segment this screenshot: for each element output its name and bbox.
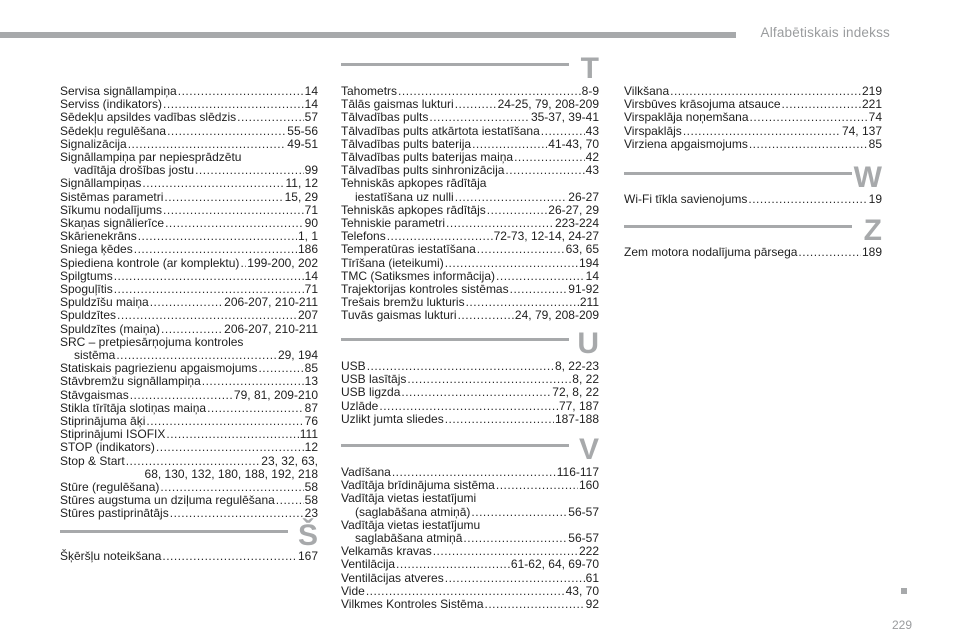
entry-term: SRC – pretpiesārņojuma kontroles	[60, 334, 244, 349]
entry-page-ref[interactable]: 8-9	[581, 84, 599, 98]
index-entry-line	[341, 257, 599, 270]
entry-term: Uzlāde	[341, 398, 379, 413]
entry-term: Tālvadības pults sinhronizācija	[341, 163, 505, 178]
index-entry	[624, 193, 882, 206]
section-letter-s-caron: Š	[297, 519, 318, 552]
entry-term: Tālvadības pults baterijas maiņa	[341, 150, 514, 164]
entry-term-continued: vadītāja drošības jostu	[74, 163, 195, 178]
entry-term: Wi-Fi tīkla savienojums	[624, 192, 748, 206]
leader-dots	[487, 204, 548, 217]
index-entry	[341, 309, 599, 322]
index-entry-line	[341, 177, 599, 190]
entry-term: Zem motora nodalījuma pārsega	[624, 245, 798, 259]
index-entry	[60, 389, 318, 402]
index-entry	[624, 111, 882, 124]
section-letter-w: W	[853, 161, 882, 194]
index-entry	[341, 243, 599, 256]
entry-page-ref[interactable]: 116-117	[556, 465, 599, 479]
index-entry-line	[60, 455, 318, 468]
leader-dots	[455, 98, 497, 111]
leader-dots	[510, 283, 568, 296]
entry-term: Stāvbremžu signāllampiņa	[60, 374, 201, 389]
leader-dots	[407, 373, 571, 386]
leader-dots	[401, 386, 551, 399]
section-divider-bar	[341, 444, 569, 447]
entry-page-ref[interactable]: 206-207, 210-211	[224, 321, 318, 336]
index-entry	[60, 375, 318, 388]
section-divider-bar	[624, 172, 852, 175]
section-divider-bar	[341, 338, 569, 341]
entry-page-ref[interactable]: 219	[861, 84, 882, 98]
entry-page-ref[interactable]: 13	[304, 374, 318, 389]
entry-page-ref[interactable]: 90	[304, 216, 318, 230]
index-entry-line	[60, 323, 318, 336]
leader-dots	[445, 257, 578, 270]
entry-term: Spilgtums	[60, 268, 113, 283]
entry-term: Signāllampiņas	[60, 176, 142, 191]
entry-term: Statiskais pagriezienu apgaismojums	[60, 361, 258, 376]
entry-term-continued: (saglabāšana atmiņā)	[355, 504, 471, 519]
leader-dots	[429, 111, 530, 124]
index-entry-line	[341, 492, 599, 505]
index-entry	[60, 191, 318, 204]
index-entry-line	[60, 125, 318, 138]
entry-term: Spiediena kontrole (ar komplektu)	[60, 255, 240, 270]
index-entry	[341, 125, 599, 138]
entry-term: Virziena apgaismojums	[624, 136, 748, 151]
entry-term: Spuldzītes (maiņa)	[60, 321, 161, 336]
entry-term: Tehniskie parametri	[341, 216, 446, 230]
entry-page-ref[interactable]: 79, 81, 209-210	[233, 387, 318, 402]
entry-page-ref[interactable]: 194	[578, 255, 599, 270]
entry-term: Tīrīšana (ieteikumi)	[341, 255, 444, 270]
entry-page-ref[interactable]: 58	[304, 480, 318, 494]
index-entry	[60, 257, 318, 270]
index-entry	[341, 386, 599, 399]
entry-term: Trešais bremžu lukturis	[341, 295, 465, 310]
entry-page-ref[interactable]: 26-27, 29	[548, 202, 599, 217]
entry-term: Vadītāja vietas iestatījumi	[341, 491, 477, 506]
entry-term: Vadīšana	[341, 465, 391, 479]
entry-term: Sēdekļu apsildes vadības slēdzis	[60, 110, 237, 125]
index-entry	[60, 455, 318, 481]
leader-dots	[240, 257, 246, 270]
entry-page-ref[interactable]: 71	[304, 202, 318, 217]
entry-term: Stāvgaismas	[60, 387, 129, 402]
entry-term: Virsbūves krāsojuma atsauce	[624, 97, 781, 112]
leader-dots	[496, 479, 578, 492]
entry-page-ref[interactable]: 19	[868, 192, 882, 206]
section-divider-bar	[60, 530, 288, 533]
entry-term: Vadītāja brīdinājuma sistēma	[341, 478, 495, 493]
index-entry-line	[60, 257, 318, 270]
entry-term: Tālvadības pults atkārtota iestatīšana	[341, 123, 540, 138]
index-entry-line	[624, 246, 882, 259]
index-entry-line	[60, 243, 318, 256]
entry-term: USB	[341, 359, 366, 373]
leader-dots	[463, 532, 567, 545]
index-entry-line	[624, 138, 882, 151]
index-entry-line	[341, 111, 599, 124]
index-entry	[60, 550, 318, 563]
index-entry	[624, 138, 882, 151]
leader-dots	[164, 191, 283, 204]
index-entry	[341, 400, 599, 413]
index-entry-line	[341, 598, 599, 611]
entry-term: Stiprinājuma āķi	[60, 414, 146, 428]
index-entry	[624, 125, 882, 138]
entry-page-ref[interactable]: 24-25, 79, 208-209	[497, 97, 599, 112]
section-letter-u: U	[577, 327, 599, 360]
entry-term: Stop & Start	[60, 453, 125, 468]
entry-term: Stūres pastiprinātājs	[60, 506, 169, 521]
entry-page-ref[interactable]: 187-188	[554, 411, 599, 426]
leader-dots	[138, 230, 297, 243]
leader-dots	[134, 243, 297, 256]
index-entry-line	[341, 243, 599, 256]
leader-dots	[166, 428, 298, 441]
entry-page-ref[interactable]: 61	[585, 570, 599, 585]
entry-term: STOP (indikators)	[60, 440, 155, 455]
leader-dots	[117, 309, 297, 322]
entry-page-ref[interactable]: 14	[304, 268, 318, 283]
entry-term: Sīkumu nodalījums	[60, 202, 163, 217]
leader-dots	[782, 98, 861, 111]
index-entry-line	[60, 111, 318, 124]
entry-page-ref[interactable]: 206-207, 210-211	[224, 295, 318, 310]
entry-page-ref[interactable]: 57	[304, 110, 318, 125]
leader-dots	[750, 111, 868, 124]
index-entry-line	[341, 400, 599, 413]
leader-dots	[114, 270, 304, 283]
section-letter-v: V	[578, 433, 599, 466]
entry-page-ref[interactable]: 211	[579, 295, 599, 310]
leader-dots	[146, 415, 303, 428]
entry-term: Signāllampiņa par nepiesprādzētu	[60, 150, 242, 164]
entry-page-ref[interactable]: 76	[304, 414, 318, 428]
entry-term: Uzlikt jumta sliedes	[341, 411, 444, 426]
entry-term: Stūre (regulēšana)	[60, 480, 160, 494]
entry-page-ref[interactable]: 167	[297, 549, 318, 563]
leader-dots	[165, 217, 304, 230]
index-entry-line	[341, 386, 599, 399]
leader-dots	[514, 151, 585, 164]
entry-term: Stikla tīrītāja slotiņas maiņa	[60, 400, 207, 415]
entry-page-ref[interactable]: 186	[297, 242, 318, 257]
entry-page-ref[interactable]: 14	[304, 84, 318, 98]
entry-term-continued: saglabāšana atmiņā	[355, 531, 463, 545]
leader-dots	[445, 572, 585, 585]
entry-term: Skārienekrāns	[60, 229, 137, 244]
entry-page-ref[interactable]: 42	[585, 150, 599, 164]
entry-page-ref[interactable]: 56-57	[568, 504, 599, 519]
leader-dots	[683, 125, 841, 138]
entry-page-ref[interactable]: 29, 194	[277, 348, 318, 362]
entry-term-continued: iestatīšana uz nulli	[355, 189, 454, 204]
entry-page-ref[interactable]: 91-92	[568, 282, 599, 296]
entry-page-ref[interactable]: 23, 32, 63,	[261, 453, 318, 468]
entry-page-ref[interactable]: 26-27	[568, 189, 599, 204]
index-entry	[341, 177, 599, 203]
page-section-title: Alfabētiskais indekss	[760, 25, 890, 40]
leader-dots	[167, 125, 286, 138]
index-entry	[60, 151, 318, 177]
index-entry-line	[60, 389, 318, 402]
entry-page-ref[interactable]: 63, 65	[565, 242, 599, 257]
leader-dots	[798, 246, 861, 259]
index-entry	[341, 572, 599, 585]
index-entry	[341, 413, 599, 426]
leader-dots	[163, 204, 304, 217]
leader-dots	[276, 494, 304, 507]
index-entry	[60, 125, 318, 138]
index-entry	[60, 336, 318, 362]
leader-dots	[207, 402, 304, 415]
entry-term: TMC (Satiksmes informācija)	[341, 268, 496, 283]
entry-term: Sistēmas parametri	[60, 189, 164, 204]
entry-term: Tālvadības pults baterija	[341, 136, 472, 151]
leader-dots	[445, 413, 554, 426]
page-marker-square	[901, 588, 907, 594]
entry-page-ref[interactable]: 8, 22-23	[554, 359, 599, 373]
index-entry-line	[60, 550, 318, 563]
entry-page-ref[interactable]: 74, 137	[841, 123, 882, 138]
entry-page-ref[interactable]: 92	[585, 597, 599, 611]
leader-dots	[748, 193, 867, 206]
entry-term: Telefons	[341, 229, 386, 244]
index-entry-line	[60, 177, 318, 190]
entry-page-ref[interactable]: 71	[304, 282, 318, 296]
entry-page-ref[interactable]: 77, 187	[558, 398, 599, 413]
entry-page-ref[interactable]: 24, 79, 208-209	[514, 308, 599, 323]
entry-page-ref[interactable]: 222	[578, 544, 599, 559]
entry-page-ref[interactable]: 223-224	[554, 216, 599, 230]
entry-term: Temperatūras iestatīšana	[341, 242, 476, 257]
entry-term-continued: sistēma	[74, 348, 116, 362]
leader-dots	[455, 191, 568, 204]
index-entry	[60, 177, 318, 190]
index-entry-line	[60, 507, 318, 520]
leader-dots	[161, 323, 223, 336]
entry-page-ref[interactable]: 199-200, 202	[247, 255, 318, 270]
leader-dots	[541, 125, 585, 138]
index-entry	[341, 558, 599, 571]
entry-term: USB lasītājs	[341, 372, 407, 387]
index-entry	[60, 441, 318, 454]
leader-dots	[485, 598, 585, 611]
entry-term: Virspaklājs	[624, 123, 682, 138]
entry-page-ref[interactable]: 58	[304, 493, 318, 508]
index-entry	[624, 246, 882, 259]
entry-term: Stiprinājumi ISOFIX	[60, 427, 166, 442]
leader-dots	[237, 111, 304, 124]
entry-page-ref[interactable]: 56-57	[568, 531, 599, 545]
index-entry-line	[60, 309, 318, 322]
entry-term: Trajektorijas kontroles sistēmas	[341, 282, 509, 296]
page-number: 229	[891, 618, 912, 632]
entry-term: Servisa signāllampiņa	[60, 84, 177, 98]
entry-page-ref[interactable]: 15, 29	[284, 189, 318, 204]
entry-page-ref-continued[interactable]: 68, 130, 132, 180, 188, 192, 218	[144, 466, 318, 481]
section-divider-bar	[624, 225, 852, 228]
section-letter-t: T	[580, 52, 599, 85]
entry-page-ref[interactable]: 74	[868, 110, 882, 125]
index-entry-line	[341, 191, 599, 204]
entry-page-ref[interactable]: 11, 12	[285, 176, 318, 191]
entry-page-ref[interactable]: 111	[299, 427, 318, 442]
entry-page-ref[interactable]: 23	[304, 506, 318, 521]
entry-page-ref[interactable]: 160	[578, 478, 599, 493]
entry-term: Tehniskās apkopes rādītājs	[341, 202, 486, 217]
entry-page-ref[interactable]: 14	[585, 268, 599, 283]
index-entry	[60, 243, 318, 256]
index-entry	[341, 111, 599, 124]
index-entry	[60, 323, 318, 336]
entry-term: Tālās gaismas lukturi	[341, 97, 454, 112]
entry-term: Vide	[341, 583, 365, 598]
entry-term: Spuldzīšu maiņa	[60, 295, 149, 310]
index-entry-line	[341, 506, 599, 519]
entry-page-ref[interactable]: 1, 1	[297, 229, 318, 244]
entry-term: Šķēršļu noteikšana	[60, 549, 162, 563]
entry-page-ref[interactable]: 85	[868, 136, 882, 151]
entry-term: Vilkšana	[624, 84, 670, 98]
leader-dots	[178, 85, 304, 98]
leader-dots	[477, 243, 565, 256]
entry-term: Tālvadības pults	[341, 110, 429, 125]
entry-term: Spoguļītis	[60, 282, 113, 296]
index-entry	[341, 519, 599, 545]
entry-term: Ventilācijas atveres	[341, 570, 444, 585]
index-entry-line	[60, 375, 318, 388]
leader-dots	[162, 550, 297, 563]
entry-page-ref[interactable]: 35-37, 39-41	[530, 110, 599, 125]
leader-dots	[505, 164, 584, 177]
entry-page-ref[interactable]: 43	[585, 163, 599, 178]
leader-dots	[471, 506, 567, 519]
entry-term: Serviss (indikators)	[60, 97, 163, 112]
index-entry-line	[624, 125, 882, 138]
entry-term: Tuvās gaismas lukturi	[341, 308, 457, 323]
entry-page-ref[interactable]: 14	[304, 97, 318, 112]
index-entry	[341, 492, 599, 518]
leader-dots	[170, 507, 304, 520]
leader-dots	[749, 138, 868, 151]
entry-page-ref[interactable]: 55-56	[287, 123, 318, 138]
entry-page-ref[interactable]: 12	[304, 440, 318, 455]
entry-term: USB ligzda	[341, 385, 401, 400]
leader-dots	[156, 441, 304, 454]
entry-term: Tahometrs	[341, 84, 398, 98]
index-entry	[341, 257, 599, 270]
entry-page-ref[interactable]: 8, 22	[572, 372, 599, 387]
section-divider-bar	[341, 63, 569, 66]
leader-dots	[458, 309, 514, 322]
leader-dots	[202, 375, 304, 388]
entry-page-ref[interactable]: 207	[297, 308, 318, 323]
section-letter-z: Z	[863, 214, 882, 247]
entry-term: Sniega ķēdes	[60, 242, 133, 257]
entry-term: Spuldzītes	[60, 308, 117, 323]
index-entry-line	[341, 558, 599, 571]
entry-page-ref[interactable]: 49-51	[287, 136, 318, 151]
index-entry-line	[60, 441, 318, 454]
entry-term: Vilkmes Kontroles Sistēma	[341, 597, 484, 611]
entry-term: Skaņas signālierīce	[60, 216, 165, 230]
entry-term: Stūres augstuma un dziļuma regulēšana	[60, 493, 275, 508]
entry-page-ref[interactable]: 41-43, 70	[548, 136, 599, 151]
index-entry-line	[341, 309, 599, 322]
leader-dots	[379, 400, 558, 413]
index-entry-line	[341, 125, 599, 138]
entry-page-ref[interactable]: 85	[304, 361, 318, 376]
index-entry-line	[341, 413, 599, 426]
index-entry-line	[60, 191, 318, 204]
index-entry	[341, 598, 599, 611]
entry-page-ref[interactable]: 72-73, 12-14, 24-27	[493, 229, 599, 244]
leader-dots	[396, 558, 510, 571]
entry-page-ref[interactable]: 61-62, 64, 69-70	[510, 557, 599, 572]
entry-page-ref[interactable]: 189	[861, 245, 882, 259]
entry-page-ref[interactable]: 43	[585, 123, 599, 138]
leader-dots	[126, 455, 261, 468]
entry-term: Tehniskās apkopes rādītāja	[341, 176, 487, 191]
entry-page-ref[interactable]: 43, 70	[565, 583, 599, 598]
index-entry-line	[624, 193, 882, 206]
entry-term: Vadītāja vietas iestatījumu	[341, 517, 481, 532]
entry-page-ref[interactable]: 99	[304, 163, 318, 178]
header-bar	[0, 32, 736, 38]
entry-page-ref[interactable]: 72, 8, 22	[552, 385, 599, 400]
entry-page-ref[interactable]: 87	[304, 400, 318, 415]
leader-dots	[130, 389, 233, 402]
entry-term: Signalizācija	[60, 136, 127, 151]
index-entry-line	[341, 572, 599, 585]
index-entry	[60, 111, 318, 124]
index-entry	[60, 507, 318, 520]
leader-dots	[150, 296, 223, 309]
index-entry-line	[624, 111, 882, 124]
leader-dots	[142, 177, 284, 190]
entry-page-ref[interactable]: 221	[861, 97, 882, 112]
entry-term: Sēdekļu regulēšana	[60, 123, 167, 138]
entry-term: Velkamās kravas	[341, 544, 432, 559]
entry-term: Ventilācija	[341, 557, 396, 572]
entry-term: Virspaklāja noņemšana	[624, 110, 749, 125]
index-entry	[60, 309, 318, 322]
leader-dots	[258, 362, 303, 375]
